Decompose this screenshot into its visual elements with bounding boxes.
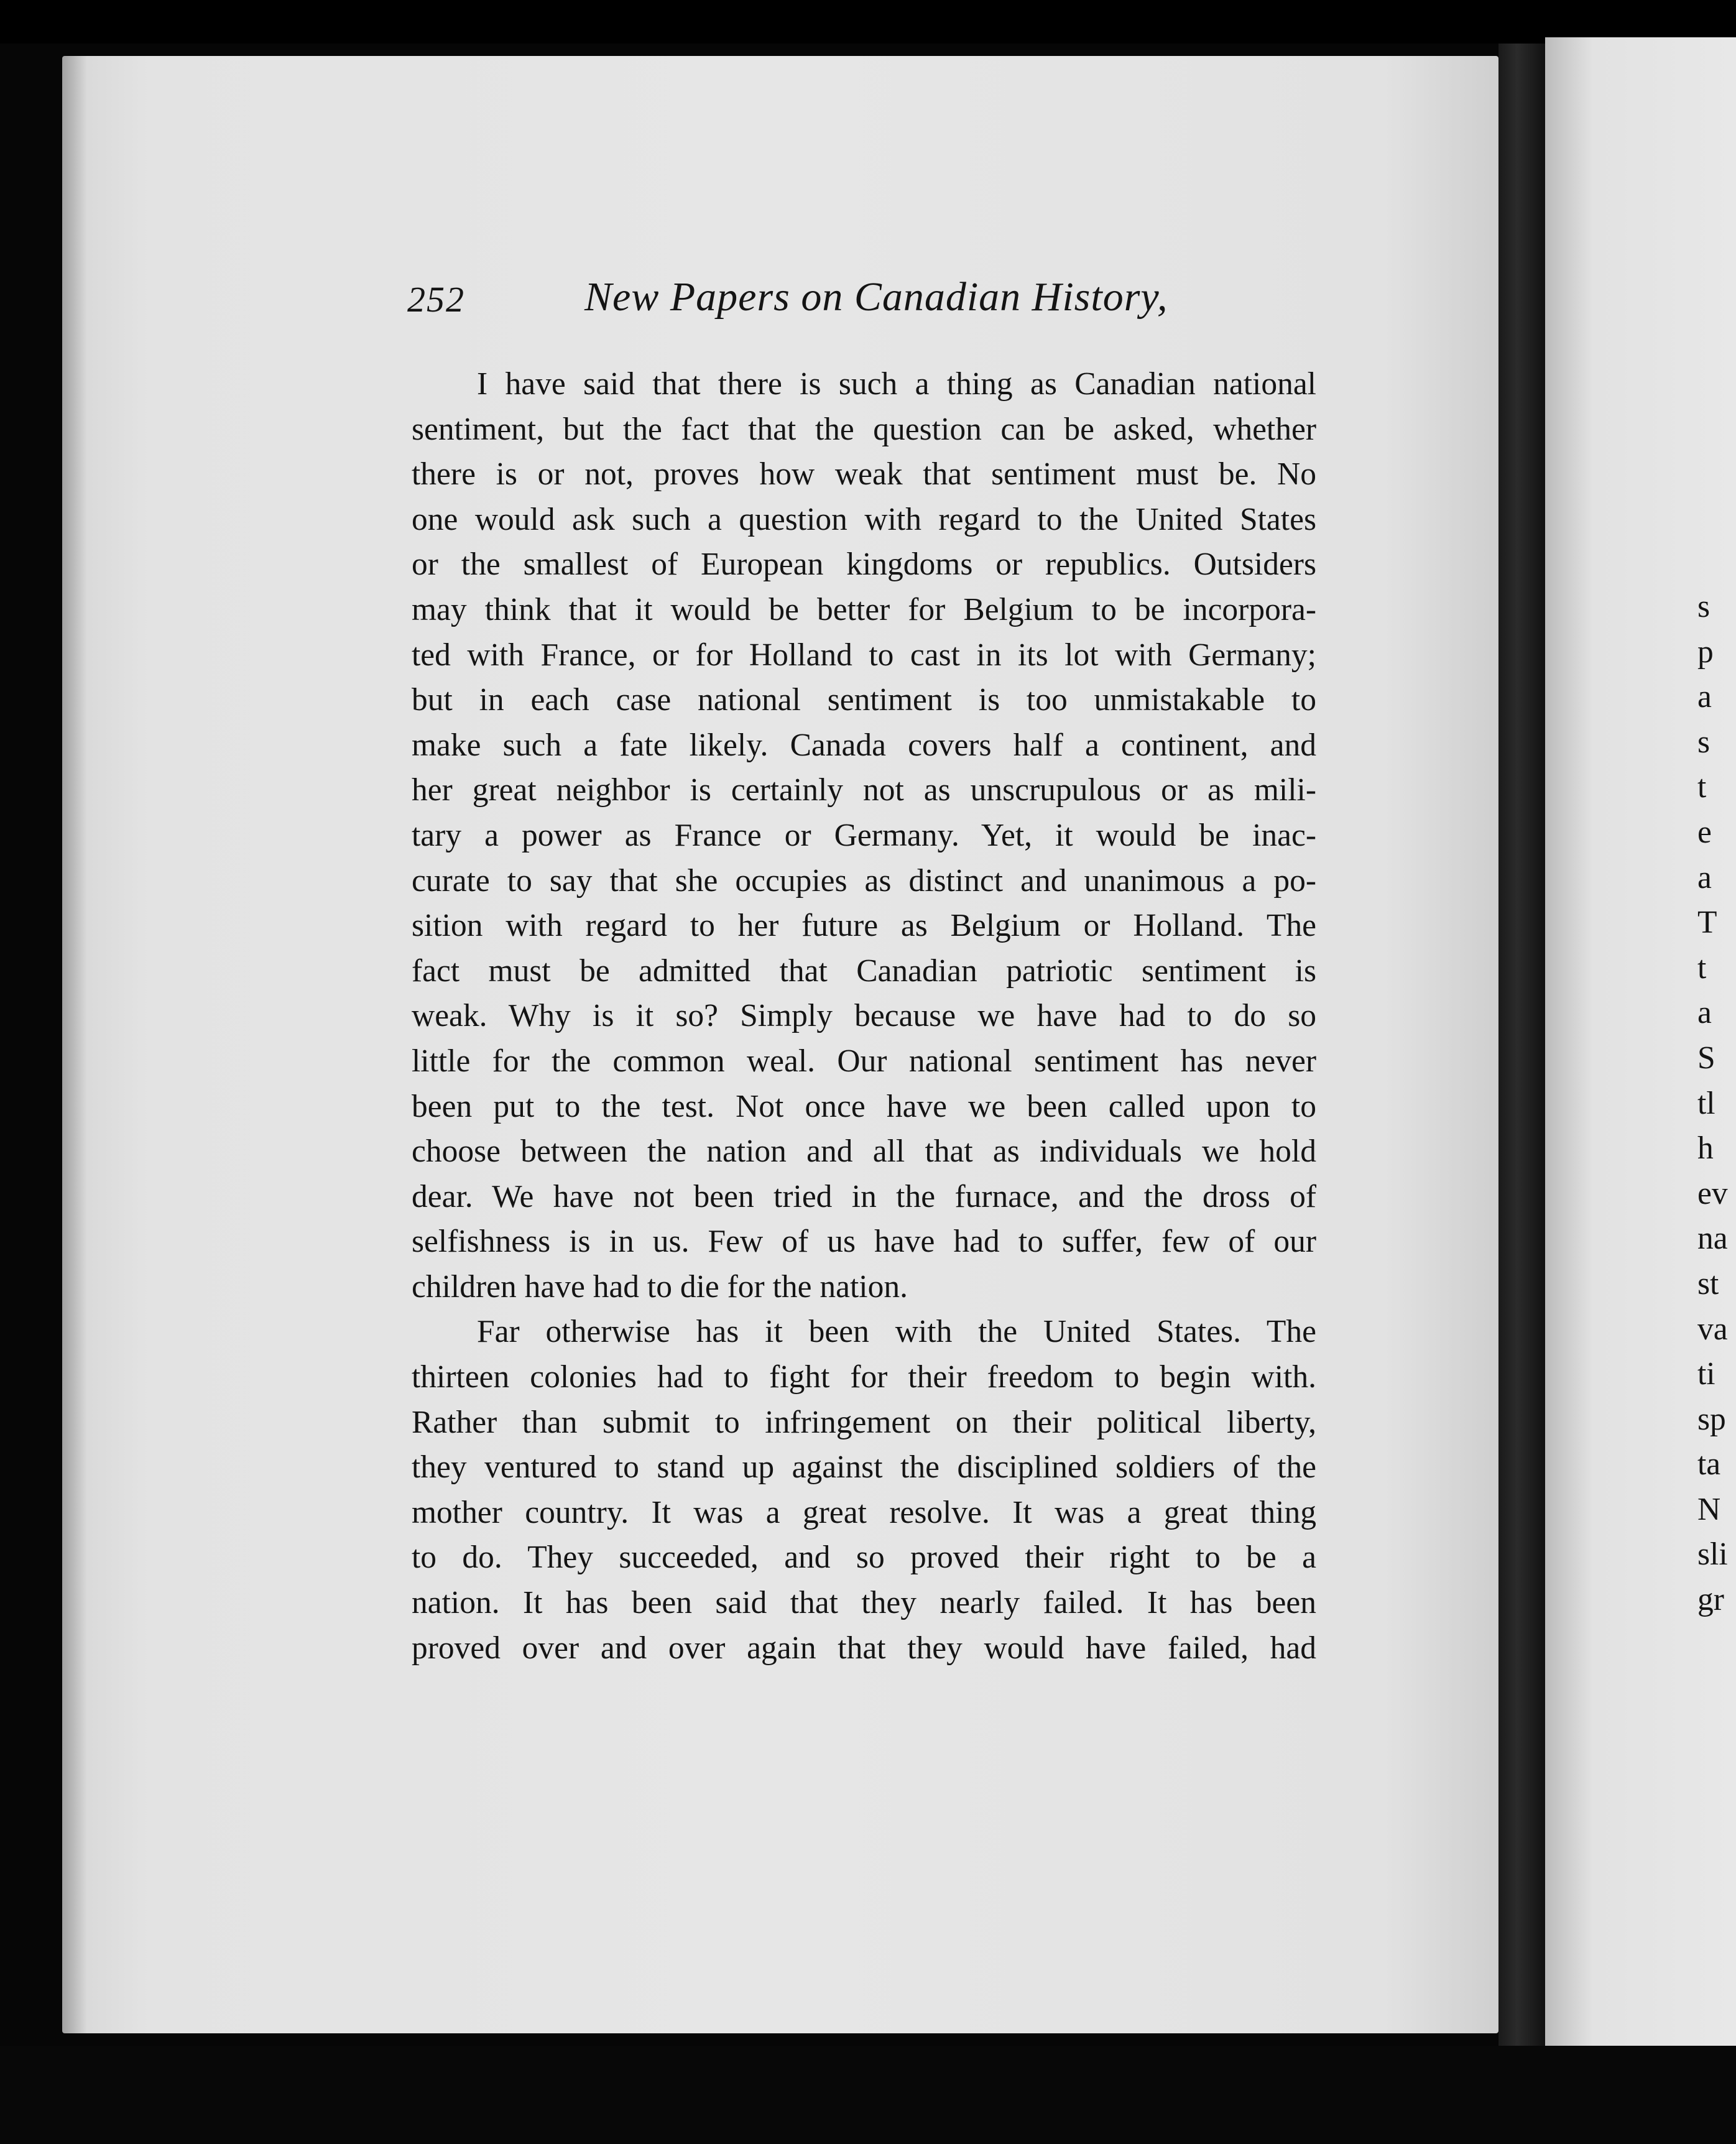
text-line: dear. We have not been tried in the furnace, and the dross of [412,1178,1316,1214]
text-line: tary a power as France or Germany. Yet, it would be inac- [412,817,1316,853]
text-line: selfishness is in us. Few of us have had to suffer, few of our [412,1224,1316,1260]
facing-page-fragment: na [1697,1221,1728,1257]
text-line: ted with France, or for Holland to cast in its lot with Germany; [412,637,1316,673]
facing-page-fragment: ta [1697,1446,1721,1482]
facing-page-fragment: p [1697,634,1714,670]
text-line: choose between the nation and all that as individuals we hold [412,1134,1316,1170]
facing-page-fragment: t [1697,769,1707,805]
facing-page-fragment: st [1697,1265,1719,1301]
text-line: weak. Why is it so? Simply because we have had to do so [412,998,1316,1034]
facing-page-fragment: S [1697,1040,1715,1076]
facing-page-fragment: sp [1697,1401,1726,1437]
facing-page-fragment: sli [1697,1536,1728,1573]
text-line: Rather than submit to infringement on their political liberty, [412,1404,1316,1440]
text-line: or the smallest of European kingdoms or republics. Outsiders [412,547,1316,583]
text-line: they ventured to stand up against the disciplined soldiers of the [412,1449,1316,1486]
text-line: proved over and over again that they would have failed, had [412,1630,1316,1666]
book-gutter [1498,44,1545,2046]
film-edge-bottom [0,2046,1736,2144]
text-line: to do. They succeeded, and so proved their right to be a [412,1540,1316,1576]
text-line: make such a fate likely. Canada covers half a continent, and [412,727,1316,763]
text-line: sition with regard to her future as Belgium or Holland. The [412,908,1316,944]
facing-page-fragment: t [1697,950,1707,986]
text-line: nation. It has been said that they nearly failed. It has been [412,1585,1316,1621]
text-line: mother country. It was a great resolve. It was a great thing [412,1494,1316,1530]
paragraph [412,1310,1316,1671]
facing-page-fragment: ev [1697,1175,1728,1211]
facing-page-fragment: h [1697,1130,1714,1167]
facing-page-fragment: gr [1697,1582,1724,1618]
text-line: been put to the test. Not once have we been called upon to [412,1088,1316,1124]
running-title: New Papers on Canadian History, [584,274,1168,320]
facing-page-fragment: tl [1697,1085,1715,1121]
text-line: may think that it would be better for Belgium to be incorpora- [412,591,1316,627]
text-line: there is or not, proves how weak that sentiment must be. No [412,456,1316,492]
text-line: sentiment, but the fact that the question can be asked, whether [412,411,1316,447]
facing-page-fragment: ti [1697,1356,1715,1392]
facing-page-fragment: a [1697,995,1712,1031]
facing-page-fragment: a [1697,859,1712,895]
film-edge-top [0,0,1736,44]
facing-page-fragment: N [1697,1491,1721,1527]
text-line: curate to say that she occupies as distinct and unanimous a po- [412,862,1316,899]
paragraph [412,362,1316,1310]
facing-page-fragment: va [1697,1311,1728,1347]
running-head [407,274,1327,336]
text-line: children have had to die for the nation. [412,1268,908,1305]
page-number: 252 [407,279,465,320]
facing-page-fragment: T [1697,905,1717,941]
body-text [412,362,1316,1671]
facing-page-fragment: e [1697,814,1712,850]
text-line: one would ask such a question with regard to the United States [412,501,1316,537]
facing-page-fragment: s [1697,724,1711,760]
text-line: fact must be admitted that Canadian patriotic sentiment is [412,953,1316,989]
facing-page-fragment: a [1697,679,1712,715]
text-line: thirteen colonies had to fight for their freedom to begin with. [412,1359,1316,1395]
text-line: Far otherwise has it been with the United States. The [477,1314,1316,1350]
text-line: her great neighbor is certainly not as unscrupulous or as mili- [412,772,1316,808]
facing-page-text [1697,585,1736,1623]
page-shadow [62,56,87,2033]
facing-page-fragment: s [1697,589,1711,624]
text-line: I have said that there is such a thing as Canadian national [477,366,1316,402]
text-line: but in each case national sentiment is too unmistakable to [412,682,1316,718]
text-line: little for the common weal. Our national sentiment has never [412,1043,1316,1079]
